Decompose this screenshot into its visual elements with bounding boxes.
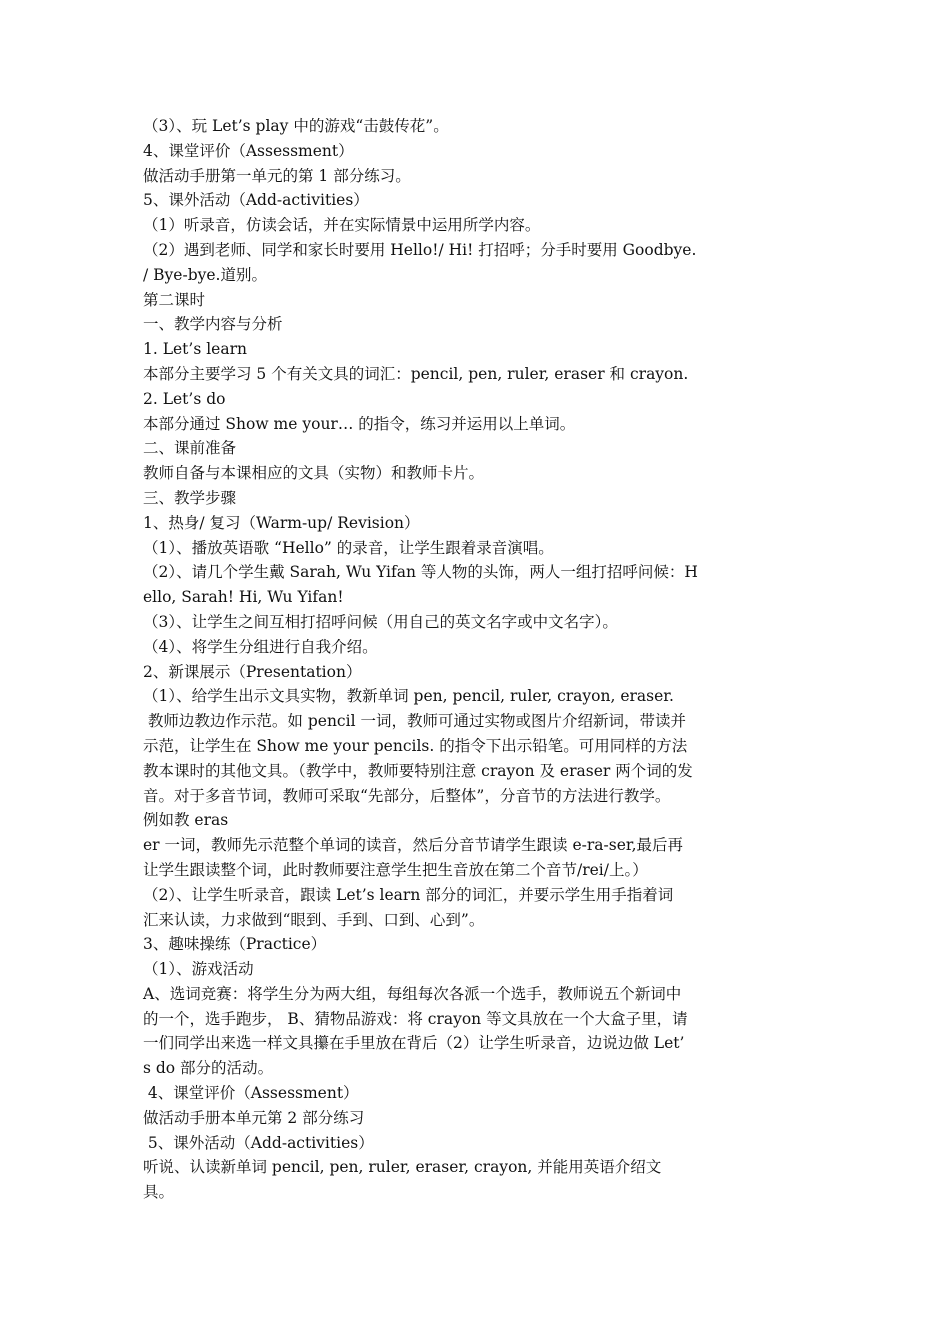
text-line: 示范，让学生在 Show me your pencils. 的指令下出示铅笔。可用同样的方法 (143, 736, 688, 755)
text-line: 三、教学步骤 (143, 488, 237, 507)
text-line: （2）、让学生听录音，跟读 Let’s learn 部分的词汇，并要示学生用手指着词 (143, 885, 674, 904)
text-line: 教师边教边作示范。如 pencil 一词，教师可通过实物或图片介绍新词，带读并 (143, 712, 686, 731)
text-line: 5、课外活动（Add-activities） (143, 1133, 374, 1152)
text-line: （1）、给学生出示文具实物，教新单词 pen, pencil, ruler, crayon, eraser. (143, 687, 674, 706)
text-line: 一们同学出来选一样文具攥在手里放在背后（2）让学生听录音，边说边做 Let’ (143, 1034, 685, 1053)
text-line: 的一个，选手跑步， B、猜物品游戏：将 crayon 等文具放在一个大盒子里，请 (143, 1009, 688, 1028)
text-line: s do 部分的活动。 (143, 1059, 274, 1078)
text-line: 音。对于多音节词，教师可采取“先部分，后整体”，分音节的方法进行教学。 (143, 786, 671, 805)
text-line: 2. Let’s do (143, 389, 226, 408)
text-line: （3）、让学生之间互相打招呼问候（用自己的英文名字或中文名字）。 (143, 612, 618, 631)
text-line: （2）、请几个学生戴 Sarah, Wu Yifan 等人物的头饰，两人一组打招呼问候：H (143, 563, 698, 582)
text-line: 4、课堂评价（Assessment） (143, 141, 354, 160)
text-line: 做活动手册第一单元的第 1 部分练习。 (143, 166, 411, 185)
text-line: 1、热身/ 复习（Warm-up/ Revision） (143, 513, 420, 532)
text-line: A、选词竞赛：将学生分为两大组，每组每次各派一个选手，教师说五个新词中 (143, 984, 682, 1003)
text-line: 2、新课展示（Presentation） (143, 662, 362, 681)
text-line: （1）、游戏活动 (143, 960, 254, 979)
text-line: （1）听录音，仿读会话，并在实际情景中运用所学内容。 (143, 216, 541, 235)
text-line: 听说、认读新单词 pencil, pen, ruler, eraser, crayon, 并能用英语介绍文 (143, 1158, 662, 1177)
text-line: 第二课时 (143, 290, 206, 309)
text-line: （3）、玩 Let’s play 中的游戏“击鼓传花”。 (143, 117, 449, 135)
text-line: 1. Let’s learn (143, 340, 247, 359)
text-line: 例如教 eras (143, 811, 229, 830)
text-line: 本部分主要学习 5 个有关文具的词汇：pencil, pen, ruler, eraser 和 crayon. (143, 364, 689, 383)
document-body (143, 114, 818, 1205)
text-line: （4）、将学生分组进行自我介绍。 (143, 637, 378, 656)
text-line: 5、课外活动（Add-activities） (143, 191, 369, 210)
text-line: （1）、播放英语歌 “Hello” 的录音，让学生跟着录音演唱。 (143, 538, 554, 557)
text-line: 让学生跟读整个词，此时教师要注意学生把生音放在第二个音节/rei/上。） (143, 860, 648, 879)
text-line: er 一词，教师先示范整个单词的读音，然后分音节请学生跟读 e-ra-ser,最后再 (143, 836, 683, 855)
text-line: 一、教学内容与分析 (143, 315, 283, 334)
text-line: 做活动手册本单元第 2 部分练习 (143, 1108, 365, 1127)
text-line: 3、趣味操练（Practice） (143, 935, 327, 954)
text-line: 具。 (143, 1183, 175, 1202)
text-line: 教师自备与本课相应的文具（实物）和教师卡片。 (143, 464, 485, 483)
text-line: 汇来认读，力求做到“眼到、手到、口到、心到”。 (143, 910, 485, 929)
text-line: 教本课时的其他文具。（教学中，教师要特别注意 crayon 及 eraser 两个词的发 (143, 761, 693, 780)
text-line: / Bye-bye.道别。 (143, 265, 267, 284)
text-line: 二、课前准备 (143, 439, 237, 458)
text-line: （2）遇到老师、同学和家长时要用 Hello!/ Hi! 打招呼；分手时要用 Goodbye. (143, 240, 697, 259)
text-line: 4、课堂评价（Assessment） (143, 1084, 359, 1103)
text-line: 本部分通过 Show me your… 的指令，练习并运用以上单词。 (143, 414, 576, 433)
text-line: ello, Sarah! Hi, Wu Yifan! (143, 588, 344, 607)
